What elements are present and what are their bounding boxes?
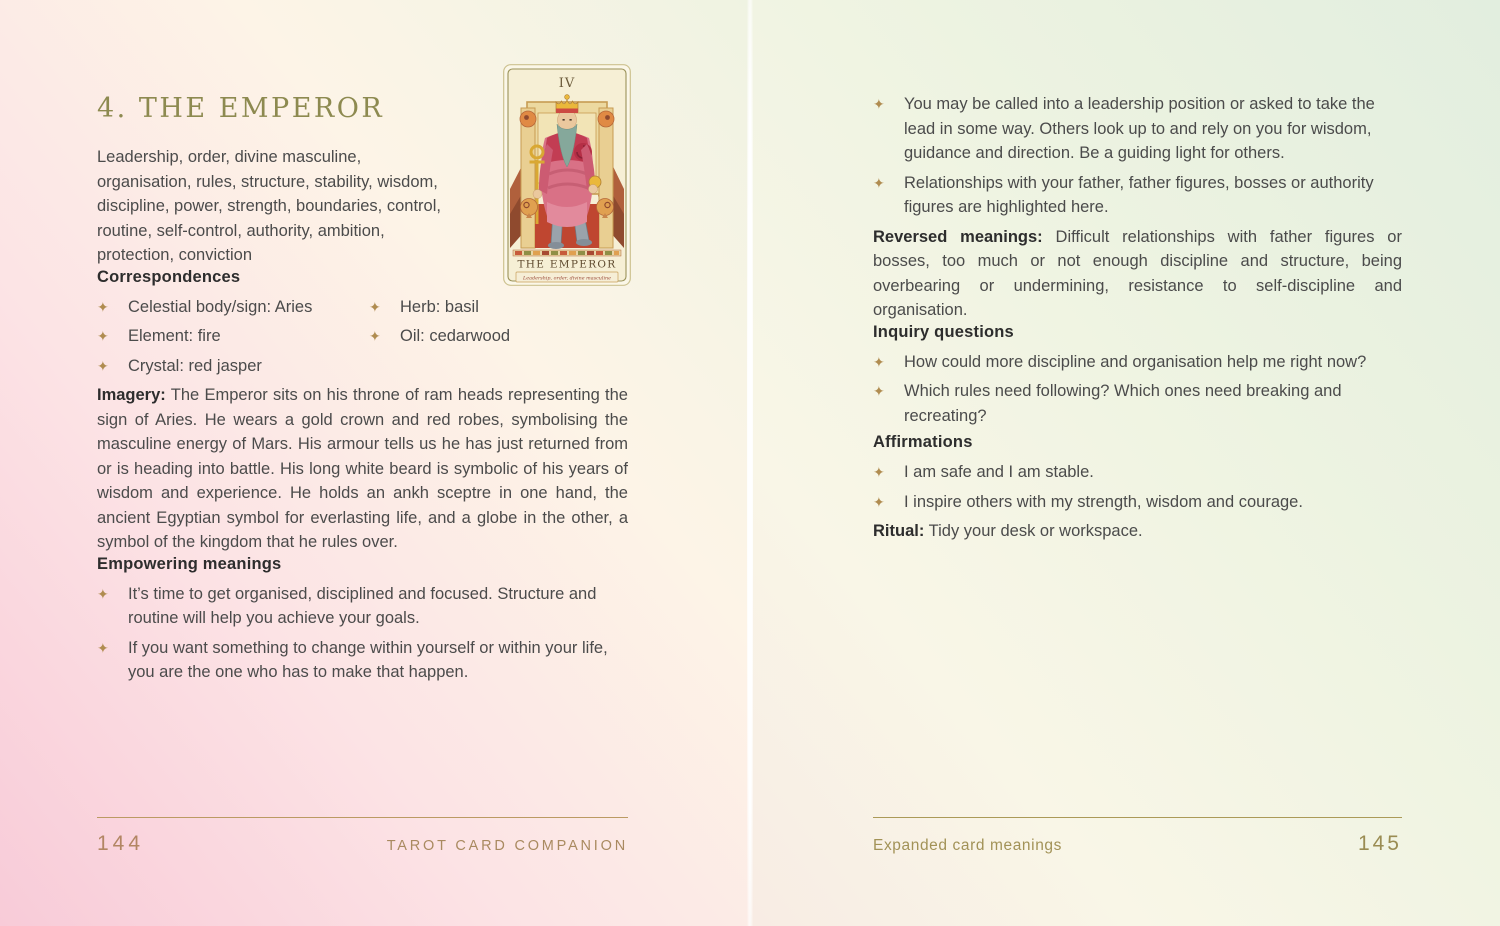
page-number: 145 xyxy=(1357,832,1402,855)
correspondences-grid xyxy=(97,295,628,384)
empowering-text: It’s time to get organised, disciplined and focused. Structure and routine will help you achieve your goals. xyxy=(128,584,597,627)
star-bullet-icon: ✦ xyxy=(97,585,109,602)
card-caption-label: Leadership, order, divine masculine xyxy=(523,276,607,282)
star-bullet-icon: ✦ xyxy=(97,298,109,315)
imagery-paragraph xyxy=(97,383,628,555)
star-bullet-icon: ✦ xyxy=(873,96,885,112)
throne-post-left xyxy=(521,108,535,248)
upright-meaning-text: You may be called into a leadership position or asked to take the lead in some way. Others look up to and rely on you for wisdom, guidance and direction. Be a guiding light for others. xyxy=(904,95,1375,162)
correspondence-item xyxy=(97,324,369,349)
emperor-card-illustration xyxy=(503,64,631,286)
star-bullet-icon: ✦ xyxy=(873,174,885,191)
inquiry-question-text: Which rules need following? Which ones need breaking and recreating? xyxy=(904,382,1342,425)
correspondence-item xyxy=(369,295,628,320)
star-bullet-icon: ✦ xyxy=(97,328,109,344)
reversed-meanings-label: Reversed meanings: xyxy=(873,227,1043,246)
star-bullet-icon: ✦ xyxy=(873,353,885,370)
star-bullet-icon: ✦ xyxy=(873,383,885,399)
card-mosaic-strip xyxy=(513,250,621,256)
upright-meaning-item xyxy=(873,171,1402,220)
left-page-content xyxy=(0,0,750,685)
right-page-content xyxy=(750,0,1500,544)
inquiry-question-item xyxy=(873,379,1402,428)
correspondence-text: Crystal: red jasper xyxy=(128,356,262,375)
tarot-card-art xyxy=(503,64,631,286)
affirmations-heading: Affirmations xyxy=(873,433,973,451)
inquiry-question-text: How could more discipline and organisation help me right now? xyxy=(904,352,1367,371)
card-name-label: THE EMPEROR xyxy=(517,258,617,271)
correspondences-column-1 xyxy=(97,295,369,384)
affirmation-text: I inspire others with my strength, wisdom and courage. xyxy=(904,492,1303,511)
book-title: TAROT CARD COMPANION xyxy=(386,838,628,854)
correspondence-text: Element: fire xyxy=(128,327,221,345)
keywords-text: Leadership, order, divine masculine, organisation, rules, structure, stability, wisdom, discipline, power, strength, boundaries, control, routine, self-control, authority, ambition, protection, conviction xyxy=(97,148,441,264)
throne-post-right xyxy=(599,108,613,248)
correspondence-text: Oil: cedarwood xyxy=(400,327,511,345)
empowering-item xyxy=(97,636,628,685)
page-title: 4. THE EMPEROR xyxy=(97,93,385,124)
page-right xyxy=(750,0,1500,926)
imagery-label: Imagery: xyxy=(97,386,166,404)
correspondence-text: Herb: basil xyxy=(400,297,479,316)
footer-rule xyxy=(97,817,628,818)
correspondence-item xyxy=(97,354,369,379)
correspondence-item xyxy=(97,295,369,320)
left-page-footer xyxy=(97,817,628,856)
affirmation-text: I am safe and I am stable. xyxy=(904,463,1094,481)
star-bullet-icon: ✦ xyxy=(97,357,109,374)
star-bullet-icon: ✦ xyxy=(873,464,885,480)
reversed-meanings-text: Difficult relationships with father figures or bosses, too much or not enough discipline and structure, being overbearing or undermining, resistance to self-discipline and organisation. xyxy=(873,227,1402,319)
inquiry-questions-heading: Inquiry questions xyxy=(873,322,1014,341)
card-numeral: IV xyxy=(558,76,576,91)
inquiry-question-item xyxy=(873,350,1402,375)
book-spine-divider xyxy=(747,0,753,926)
ritual-paragraph xyxy=(873,519,1402,544)
star-bullet-icon: ✦ xyxy=(873,493,885,510)
ritual-label: Ritual: xyxy=(873,522,925,540)
correspondences-column-2 xyxy=(369,295,628,384)
star-bullet-icon: ✦ xyxy=(369,298,381,315)
empowering-meanings-heading: Empowering meanings xyxy=(97,554,282,573)
imagery-text: The Emperor sits on his throne of ram heads representing the sign of Aries. He wears a gold crown and red robes, symbolising the masculine energy of Mars. His armour tells us he has just returned from or is heading into battle. His long white beard is symbolic of his years of wisdom and experience. He holds an ankh sceptre in one hand, the ancient Egyptian symbol for everlasting life, and a globe in the other, a symbol of the kingdom that he rules over. xyxy=(97,386,628,551)
upright-meaning-item xyxy=(873,92,1402,166)
right-page-footer xyxy=(873,817,1402,856)
footer-rule xyxy=(873,817,1402,818)
correspondence-text: Celestial body/sign: Aries xyxy=(128,297,313,316)
section-title: Expanded card meanings xyxy=(873,837,1062,854)
correspondences-heading: Correspondences xyxy=(97,267,241,286)
affirmation-item xyxy=(873,490,1402,515)
affirmation-item xyxy=(873,460,1402,485)
star-bullet-icon: ✦ xyxy=(97,639,109,656)
correspondence-item xyxy=(369,324,628,349)
upright-meaning-text: Relationships with your father, father figures, bosses or authority figures are highlighted here. xyxy=(904,173,1374,216)
reversed-meanings-paragraph xyxy=(873,225,1402,323)
page-number: 144 xyxy=(97,832,145,855)
empowering-item xyxy=(97,582,628,631)
ritual-text: Tidy your desk or workspace. xyxy=(928,522,1143,540)
empowering-text: If you want something to change within yourself or within your life, you are the one who has to make that happen. xyxy=(128,638,608,681)
star-bullet-icon: ✦ xyxy=(369,328,381,344)
